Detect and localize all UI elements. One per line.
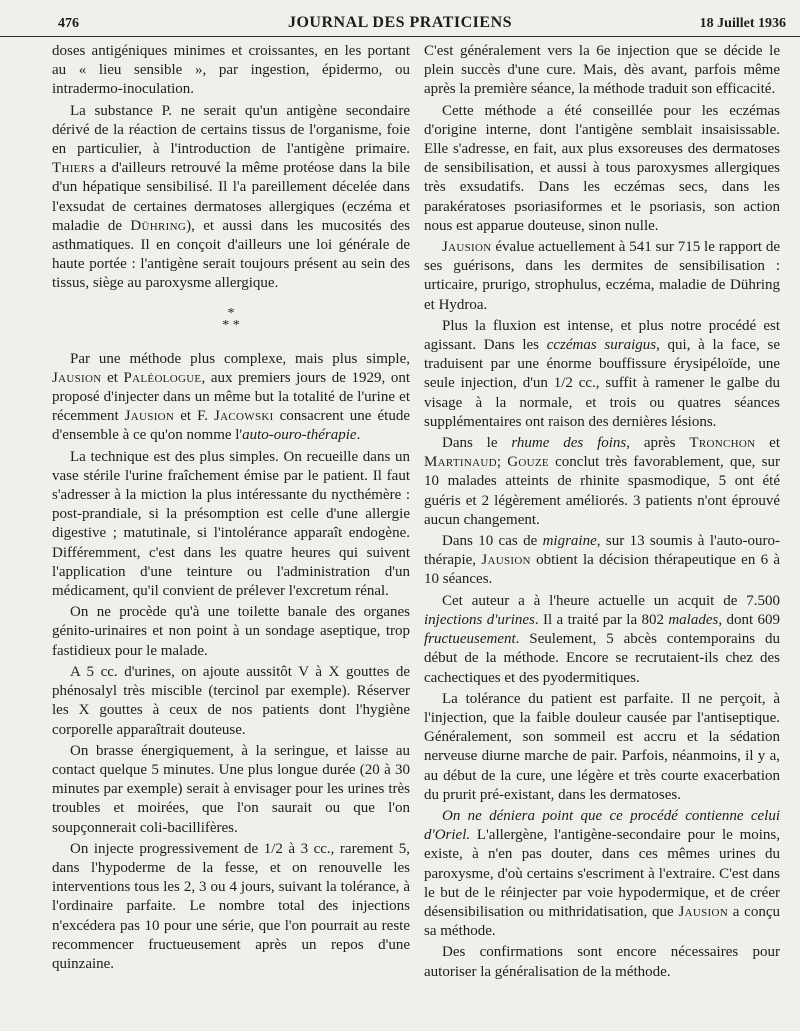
author-name: Jausion xyxy=(52,369,102,386)
author-name: Jausion xyxy=(442,239,492,256)
paragraph: Dans le rhume des foins, après Tronchon et Martinaud; Gouze conclut très favorablement, que, sur 10 malades atteints de rhinite spasmodique, 5 ont été guéris et 2 légèrement améliorés. 3 patients n'ont éprouvé aucun changement. xyxy=(424,435,780,528)
paragraph: Jausion évalue actuellement à 541 sur 715 le rapport de ses guérisons, dans les dermites de sensibilisation : urticaire, prurigo, strophulus, eczéma, maladie de Dühring et Hydroa. xyxy=(424,239,780,313)
author-name: Jausion xyxy=(678,903,728,920)
emphasis: malades xyxy=(668,611,719,628)
paragraph: On ne procède qu'à une toilette banale des organes génito-urinaires et non point à un sondage aseptique, trop fastidieux pour le malade. xyxy=(52,604,410,659)
paragraph: Plus la fluxion est intense, et plus notre procédé est agissant. Dans les cczémas suraigus, qui, à la face, se traduisent par une énorme bouffissure érysipéloïde, une seule injection, d'un 1/2 cc., suffit à ramener le galbe du visage à la normale, et trois ou quatres séances supplémentaires ont raison des dernières lésions. xyxy=(424,317,780,430)
emphasis: injections d'urines xyxy=(424,611,535,628)
issue-date: 18 Juillet 1936 xyxy=(699,16,786,31)
right-column xyxy=(424,42,780,1025)
section-separator-stars: * * * xyxy=(222,305,240,333)
author-name: Gouze xyxy=(507,454,549,471)
emphasis: cczémas suraigus xyxy=(546,337,657,354)
author-name: Jausion xyxy=(124,408,175,425)
paragraph: On brasse énergiquement, à la seringue, et laisse au contact quelque 5 minutes. Une plus longue durée (20 à 30 minutes par exemple) serait à envisager pour les urines très troubles et moirées, que l'on saurait ou que l'on soupçonnerait coli-bacillifères. xyxy=(52,742,410,836)
paragraph: Dans 10 cas de migraine, sur 13 soumis à l'auto-ouro-thérapie, Jausion obtient la décision thérapeutique en 6 à 10 séances. xyxy=(424,533,781,588)
author-name: Martinaud xyxy=(424,454,497,471)
paragraph: A 5 cc. d'urines, on ajoute aussitôt V à X gouttes de phénosalyl très miscible (tercinol par exemple). Réserver les X gouttes à ceux de nos patients dont l'hygiène corporelle apparaîtrait douteuse. xyxy=(52,663,410,738)
emphasis: rhume des foins xyxy=(511,435,627,452)
left-column xyxy=(52,42,410,1025)
paragraph: doses antigéniques minimes et croissantes, en les portant au « lieu sensible », par ingestion, épidermo, ou intradermo-inoculation. xyxy=(52,43,410,98)
emphasis: On ne déniera point que ce procédé contienne celui d'Oriel. xyxy=(424,807,780,844)
page-header xyxy=(0,10,800,37)
paragraph: On ne déniera point que ce procédé contienne celui d'Oriel. L'allergène, l'antigène-secondaire pour le moins, existe, à n'en pas douter, dans ces mêmes urines du paroxysme, d'où certains s'escriment à l'extraire. C'est dans le but de le réinjecter par voie hypodermique, et de créer désensibilisation ou mithridatisation, que Jausion a conçu sa méthode. xyxy=(424,807,780,940)
emphasis: auto-ouro-thérapie xyxy=(242,427,357,444)
page-number: 476 xyxy=(58,16,79,31)
paragraph: Cet auteur a à l'heure actuelle un acquit de 7.500 injections d'urines. Il a traité par la 802 malades, dont 609 fructueusement. Seulement, 5 abcès contemporains du début de la méthode. Encore se recrutaient-ils chez des cachectiques et des pyodermitiques. xyxy=(424,592,780,686)
author-name: Jausion xyxy=(481,552,531,569)
author-name: Paléologue xyxy=(123,369,202,386)
emphasis: migraine xyxy=(542,533,597,550)
paragraph: La substance P. ne serait qu'un antigène secondaire dérivé de la réaction de certains tissus de l'organisme, foie en particulier, à l'introduction de l'antigène primaire. Thiers a d'ailleurs retrouvé la même protéose dans la bile d'un hépatique sensibilisé. Il l'a pareillement décelée dans l'exsudat de certaines dermatoses allergiques (eczéma et maladie de Dühring), et aussi dans les mucosités des asthmatiques. Il en conçoit d'ailleurs une loi générale de haute portée : l'antigène serait toujours présent au sein des tissus, siège au paroxysme allergique. xyxy=(52,102,411,292)
author-name: Dühring xyxy=(130,217,187,234)
paragraph: Cette méthode a été conseillée pour les eczémas d'origine interne, dont l'antigène semblait insaisissable. Elle s'adresse, en fait, aux plus exsoreuses des dermatoses de sensibilisation, et aussi à tous paroxysmes allergiques très exsudatifs. Dans les eczémas secs, dans les parakératoses psoriasiformes et le psoriasis, son action nous est apparue douteuse, sinon nulle. xyxy=(424,102,780,234)
emphasis: fructueusement xyxy=(424,631,516,648)
author-name: Thiers xyxy=(52,160,95,177)
author-name: Jacowski xyxy=(214,408,274,425)
paragraph: La tolérance du patient est parfaite. Il ne perçoit, à l'injection, que la faible douleur causée par l'antiseptique. Généralement, son sommeil est accru et la sédation nerveuse diurne marche de pair. Parfois, néanmoins, il y a, au début de la cure, une légère et très courte exacerbation du prurit pré-existant, dans les dermatoses. xyxy=(424,690,780,803)
author-name: Tronchon xyxy=(689,435,756,452)
paragraph: Par une méthode plus complexe, mais plus simple, Jausion et Paléologue, aux premiers jours de 1929, ont proposé d'injecter dans un même but la totalité de l'urine et récemment Jausion et F. Jacowski consacrent une étude d'ensemble à ce qu'on nomme l'auto-ouro-thérapie. xyxy=(52,350,410,444)
journal-title: JOURNAL DES PRATICIENS xyxy=(287,14,513,31)
paragraph: C'est généralement vers la 6e injection que se décide le plein succès d'une cure. Mais, dès avant, parfois même après la première séance, la méthode traduit son efficacité. xyxy=(424,43,780,98)
paragraph: On injecte progressivement de 1/2 à 3 cc., rarement 5, dans l'hypoderme de la fesse, et on renouvelle les interventions tous les 2, 3 ou 4 jours, suivant la tolérance, à l'ordinaire parfaite. Le nombre total des injections n'excédera pas 10 pour une série, que l'on pourrait au reste recommencer fructueusement après un repos d'une quinzaine. xyxy=(52,840,410,972)
paragraph: Des confirmations sont encore nécessaires pour autoriser la généralisation de la méthode. xyxy=(424,944,780,980)
paragraph: La technique est des plus simples. On recueille dans un vase stérile l'urine fraîchement émise par le patient. Il faut s'adresser à la miction la plus intéressante du nycthémère : post-prandiale, si la présomption est celle d'une allergie digestive ; matutinale, si l'intolérance apparaît endogène. Différemment, c'est dans les quatre heures qui suivent l'application d'une teinture ou l'administration d'un médicament, qu'il convient de prélever l'excretum rénal. xyxy=(52,448,410,600)
